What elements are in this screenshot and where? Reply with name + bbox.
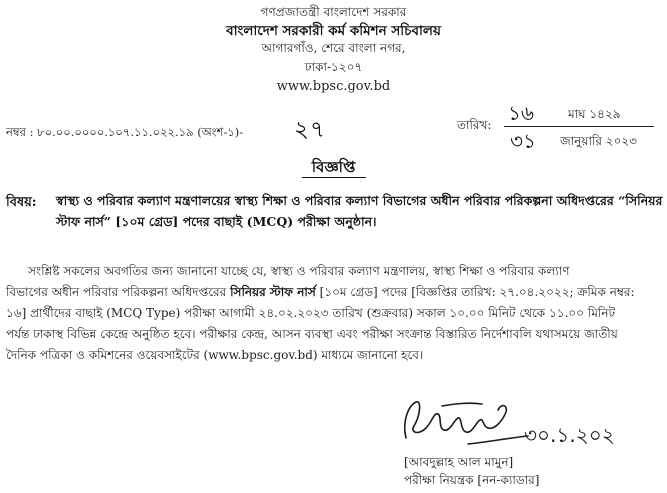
body-line-2-start: বিভাগের অধীন পরিবার পরিকল্পনা অধিদপ্তরের <box>6 285 231 299</box>
signature-image <box>398 392 660 452</box>
date-english-day: ৩১ <box>510 129 536 153</box>
office-address: আগারগাঁও, শেরে বাংলা নগর, <box>261 41 406 55</box>
organization-heading: বাংলাদেশ সরকারী কর্ম কমিশন সচিবালয় <box>226 23 441 39</box>
signature-date: ৩০.১.২০২ <box>524 423 615 447</box>
government-heading: গণপ্রজাতন্ত্রী বাংলাদেশ সরকার <box>260 5 407 19</box>
subject-line-2: স্টাফ নার্স” [১০ম গ্রেড] পদের বাছাই (MCQ) পরীক্ষা অনুষ্ঠান। <box>56 214 377 229</box>
subject-line-1: স্বাস্থ্য ও পরিবার কল্যাণ মন্ত্রণালয়ের স্বাস্থ্য শিক্ষা ও পরিবার কল্যাণ বিভাগের অধীন পরিবার পরিকল্পনা অধিদপ্তরের “সিনিয়র <box>56 193 663 208</box>
body-line-4: পর্যন্ত ঢাকাস্থ বিভিন্ন কেন্দ্রে অনুষ্ঠিত হবে। পরীক্ষার কেন্দ্র, আসন ব্যবস্থা এবং পরীক্ষা সংক্রান্ত বিস্তারিত নির্দেশাবলি যথাসময়ে জাতীয় <box>6 327 618 341</box>
notice-title-underline <box>302 177 366 178</box>
date-bangla-day: ১৬ <box>508 101 534 125</box>
body-line-1: সংশ্লিষ্ট সকলের অবগতির জন্য জানানো যাচ্ছে যে, স্বাস্থ্য ও পরিবার কল্যাণ মন্ত্রণালয়, স্বাস্থ্য শিক্ষা ও পরিবার কল্যাণ <box>28 264 570 278</box>
memo-number-handwritten: ২৭ <box>294 117 326 143</box>
office-city: ঢাকা-১২০৭ <box>304 60 363 74</box>
signatory-title: পরীক্ষা নিয়ন্ত্রক [নন-ক্যাডার] <box>404 473 540 487</box>
website-link[interactable]: www.bpsc.gov.bd <box>276 79 391 94</box>
body-line-2 <box>6 284 635 304</box>
signatory-name: [আবদুল্লাহ আল মামুন] <box>404 455 514 469</box>
date-bangla-month-year: মাঘ ১৪২৯ <box>568 107 621 121</box>
subject-label: বিষয়: <box>6 195 37 210</box>
date-english-month-year: জানুয়ারি ২০২৩ <box>560 134 637 148</box>
post-name-bold: সিনিয়র স্টাফ নার্স <box>230 285 316 299</box>
body-line-3: ১৬] প্রার্থীদের বাছাই (MCQ Type) পরীক্ষা আগামী ২৪.০২.২০২৩ তারিখ (শুক্রবার) সকাল ১০.০০ মিনিট থেকে ১১.০০ মিনিট <box>6 306 616 320</box>
memo-number-label: নম্বর : ৮০.০০.০০০০.১০৭.১১.০২২.১৯ (অংশ-১)- <box>6 125 244 139</box>
body-line-5: দৈনিক পত্রিকা ও কমিশনের ওয়েবসাইটের (www.bpsc.gov.bd) মাধ্যমে জানানো হবে। <box>6 348 424 362</box>
date-label: তারিখ: <box>457 118 492 132</box>
notice-title: বিজ্ঞপ্তি <box>311 158 356 176</box>
body-line-2-end: [১০ম গ্রেড] পদের [বিজ্ঞপ্তির তারিখ: ২৭.০৪.২০২২; ক্রমিক নম্বর: <box>315 285 635 299</box>
